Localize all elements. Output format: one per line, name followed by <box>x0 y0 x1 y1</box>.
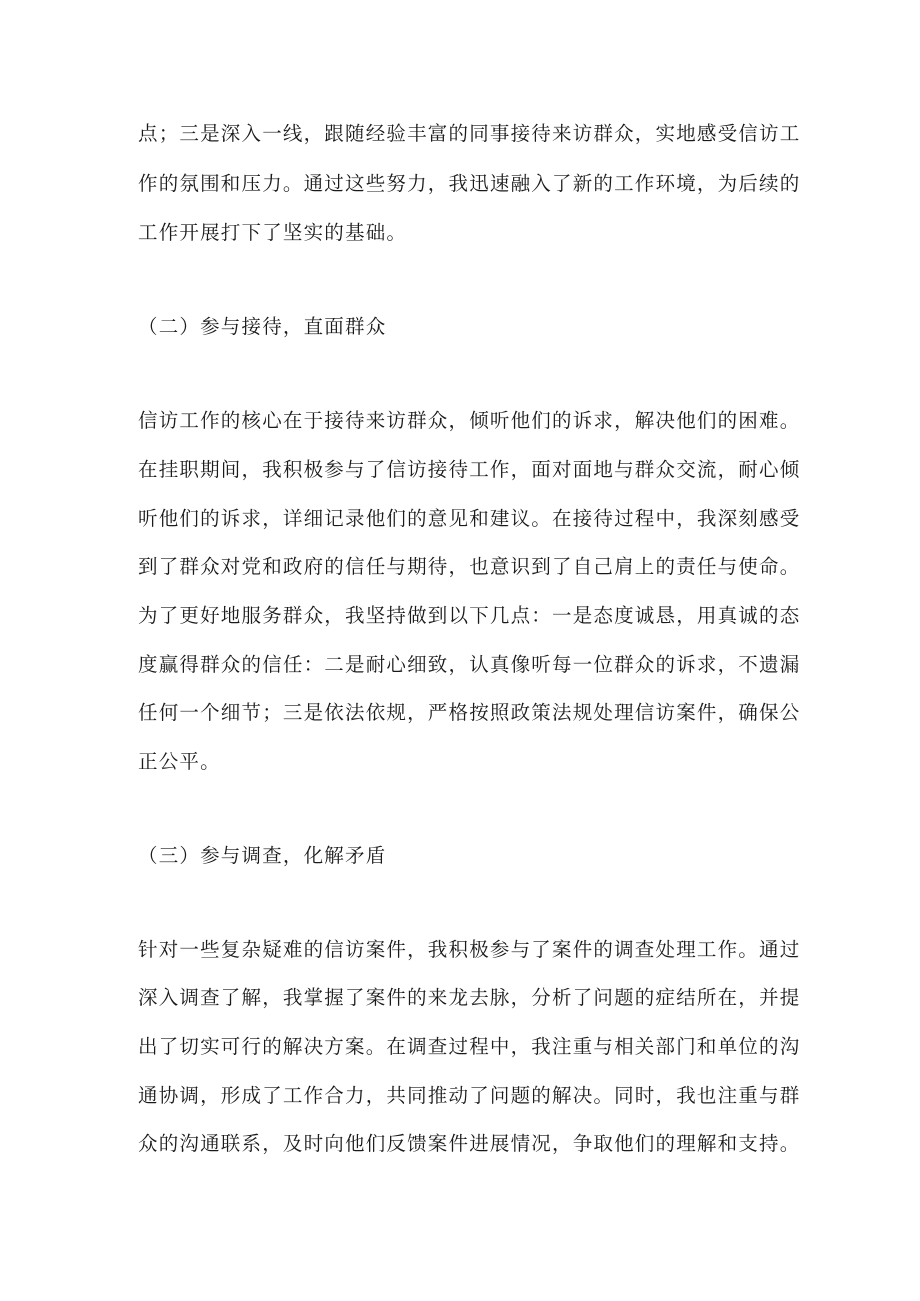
section-heading: （二）参与接待，直面群众 <box>138 315 387 338</box>
paragraph-line: 点；三是深入一线，跟随经验丰富的同事接待来访群众，实地感受信访工 <box>138 122 801 145</box>
paragraph-line: 通协调，形成了工作合力，共同推动了问题的解决。同时，我也注重与群 <box>138 1084 801 1107</box>
paragraph-line: 任何一个细节；三是依法依规，严格按照政策法规处理信访案件，确保公 <box>138 701 801 724</box>
paragraph-line: 信访工作的核心在于接待来访群众，倾听他们的诉求，解决他们的困难。 <box>138 409 801 432</box>
paragraph-line: 正公平。 <box>138 750 221 773</box>
section-heading: （三）参与调查，化解矛盾 <box>138 844 387 867</box>
paragraph-line: 在挂职期间，我积极参与了信访接待工作，面对面地与群众交流，耐心倾 <box>138 458 801 481</box>
paragraph-line: 作的氛围和压力。通过这些努力，我迅速融入了新的工作环境，为后续的 <box>138 172 801 195</box>
paragraph-line: 众的沟通联系，及时向他们反馈案件进展情况，争取他们的理解和支持。 <box>138 1132 801 1155</box>
paragraph-line: 到了群众对党和政府的信任与期待，也意识到了自己肩上的责任与使命。 <box>138 555 801 578</box>
paragraph-line: 工作开展打下了坚实的基础。 <box>138 221 408 244</box>
paragraph-line: 针对一些复杂疑难的信访案件，我积极参与了案件的调查处理工作。通过 <box>138 938 801 961</box>
paragraph-line: 深入调查了解，我掌握了案件的来龙去脉，分析了问题的症结所在，并提 <box>138 986 801 1009</box>
paragraph-line: 出了切实可行的解决方案。在调查过程中，我注重与相关部门和单位的沟 <box>138 1035 801 1058</box>
paragraph-line: 听他们的诉求，详细记录他们的意见和建议。在接待过程中，我深刻感受 <box>138 507 801 530</box>
paragraph-line: 为了更好地服务群众，我坚持做到以下几点：一是态度诚恳，用真诚的态 <box>138 604 801 627</box>
paragraph-line: 度赢得群众的信任：二是耐心细致，认真像听每一位群众的诉求，不遗漏 <box>138 653 801 676</box>
